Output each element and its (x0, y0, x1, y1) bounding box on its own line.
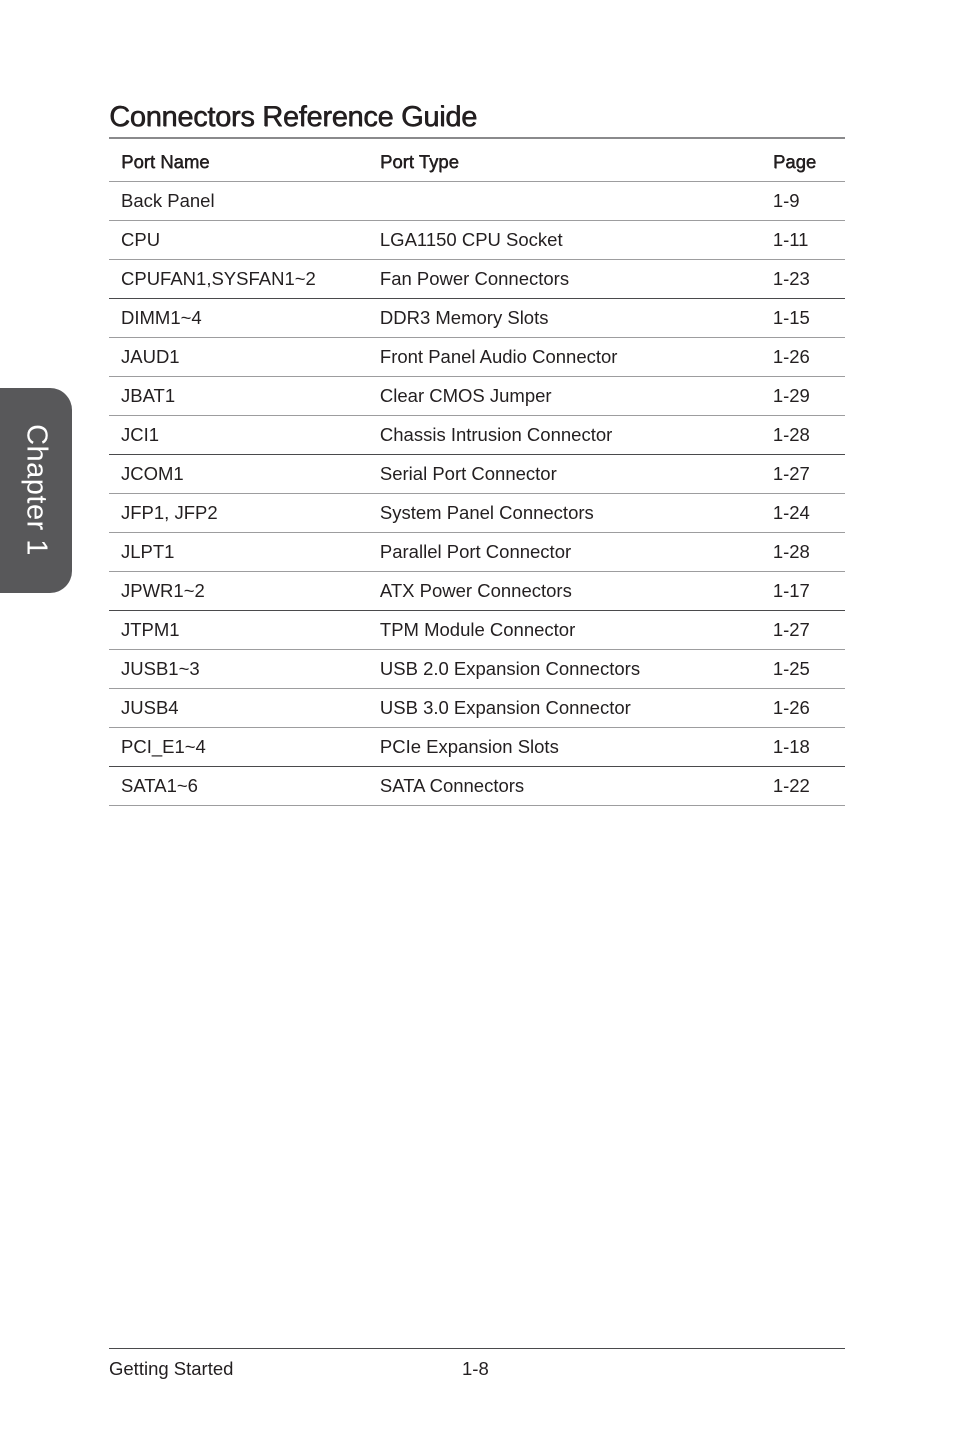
cell-page: 1-24 (761, 494, 845, 533)
table-row (109, 182, 845, 221)
cell-port-type: Front Panel Audio Connector (368, 338, 761, 377)
cell-page: 1-26 (761, 338, 845, 377)
cell-port-type: LGA1150 CPU Socket (368, 221, 761, 260)
cell-port-name: DIMM1~4 (109, 299, 368, 338)
cell-port-type: TPM Module Connector (368, 611, 761, 650)
cell-port-name: JBAT1 (109, 377, 368, 416)
header-port-type: Port Type (368, 143, 761, 182)
cell-port-type: System Panel Connectors (368, 494, 761, 533)
cell-page: 1-11 (761, 221, 845, 260)
table-row (109, 767, 845, 806)
cell-port-name: JUSB1~3 (109, 650, 368, 689)
cell-port-name: PCI_E1~4 (109, 728, 368, 767)
cell-page: 1-17 (761, 572, 845, 611)
chapter-side-tab-label: Chapter 1 (20, 424, 53, 556)
table-row (109, 689, 845, 728)
cell-port-name: JCOM1 (109, 455, 368, 494)
cell-port-name: JFP1, JFP2 (109, 494, 368, 533)
table-row (109, 611, 845, 650)
cell-port-name: CPUFAN1,SYSFAN1~2 (109, 260, 368, 299)
table-row (109, 416, 845, 455)
cell-port-type: Serial Port Connector (368, 455, 761, 494)
table-header-row (109, 143, 845, 182)
cell-port-type: PCIe Expansion Slots (368, 728, 761, 767)
cell-page: 1-18 (761, 728, 845, 767)
header-page: Page (761, 143, 845, 182)
cell-port-type: ATX Power Connectors (368, 572, 761, 611)
connectors-table (109, 143, 845, 806)
table-row (109, 377, 845, 416)
cell-page: 1-29 (761, 377, 845, 416)
cell-port-type: SATA Connectors (368, 767, 761, 806)
cell-port-type: DDR3 Memory Slots (368, 299, 761, 338)
table-row (109, 338, 845, 377)
cell-page: 1-22 (761, 767, 845, 806)
table-row (109, 494, 845, 533)
cell-page: 1-15 (761, 299, 845, 338)
table-row (109, 572, 845, 611)
cell-port-name: CPU (109, 221, 368, 260)
cell-port-name: JUSB4 (109, 689, 368, 728)
cell-page: 1-9 (761, 182, 845, 221)
chapter-side-tab (0, 388, 72, 593)
cell-port-type: USB 2.0 Expansion Connectors (368, 650, 761, 689)
footer-page-number: 1-8 (462, 1358, 489, 1379)
cell-port-name: JCI1 (109, 416, 368, 455)
table-row (109, 533, 845, 572)
cell-page: 1-25 (761, 650, 845, 689)
cell-page: 1-26 (761, 689, 845, 728)
cell-port-name: JTPM1 (109, 611, 368, 650)
table-row (109, 650, 845, 689)
table-row (109, 221, 845, 260)
footer-divider (109, 1348, 845, 1349)
table-row (109, 299, 845, 338)
cell-page: 1-27 (761, 611, 845, 650)
cell-port-type: Chassis Intrusion Connector (368, 416, 761, 455)
page-title: Connectors Reference Guide (109, 101, 477, 133)
cell-port-type: Clear CMOS Jumper (368, 377, 761, 416)
cell-port-type: Fan Power Connectors (368, 260, 761, 299)
table-row (109, 455, 845, 494)
footer-section-title: Getting Started (109, 1358, 234, 1379)
cell-port-name: SATA1~6 (109, 767, 368, 806)
cell-page: 1-28 (761, 416, 845, 455)
title-divider (109, 137, 845, 139)
cell-port-type: Parallel Port Connector (368, 533, 761, 572)
cell-port-name: JLPT1 (109, 533, 368, 572)
table-row (109, 260, 845, 299)
cell-page: 1-23 (761, 260, 845, 299)
cell-port-type: USB 3.0 Expansion Connector (368, 689, 761, 728)
cell-port-name: Back Panel (109, 182, 368, 221)
cell-port-name: JPWR1~2 (109, 572, 368, 611)
cell-port-name: JAUD1 (109, 338, 368, 377)
cell-page: 1-27 (761, 455, 845, 494)
header-port-name: Port Name (109, 143, 368, 182)
table-body (109, 182, 845, 806)
cell-page: 1-28 (761, 533, 845, 572)
table-row (109, 728, 845, 767)
cell-port-type (368, 182, 761, 221)
